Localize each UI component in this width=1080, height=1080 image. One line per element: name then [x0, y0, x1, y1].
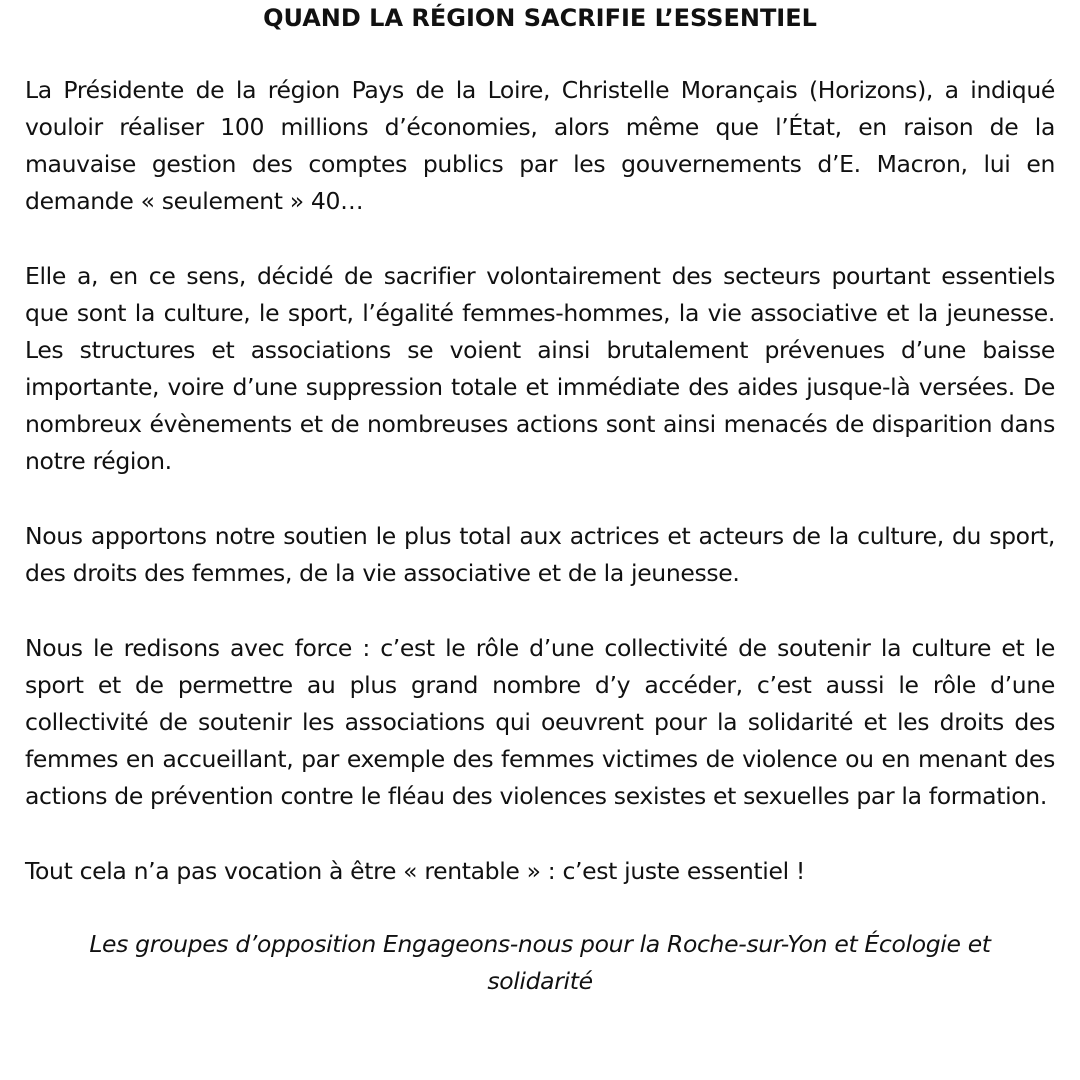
- signature: Les groupes d’opposition Engageons-nous pour la Roche-sur-Yon et Écologie et solidarité: [89, 930, 991, 995]
- document-page: [25, 0, 1055, 1000]
- paragraph-sacrificed-sectors: Elle a, en ce sens, décidé de sacrifier volontairement des secteurs pourtant essentiels que sont la culture, le sport, l’égalité femmes-hommes, la vie associative et la jeunesse. Les structures et associations se voient ainsi brutalement prévenues d’une baisse importante, voire d’une suppression totale et immédiate des aides jusque-là versées. De nombreux évènements et de nombreuses actions sont ainsi menacés de disparition dans notre région.: [25, 262, 1055, 475]
- document-title: QUAND LA RÉGION SACRIFIE L’ESSENTIEL: [263, 4, 817, 32]
- paragraph-support: Nous apportons notre soutien le plus total aux actrices et acteurs de la culture, du sport, des droits des femmes, de la vie associative et de la jeunesse.: [25, 522, 1055, 587]
- paragraph-budget-cuts: La Présidente de la région Pays de la Loire, Christelle Morançais (Horizons), a indiqué vouloir réaliser 100 millions d’économies, alors même que l’État, en raison de la mauvaise gestion des comptes publics par les gouvernements d’E. Macron, lui en demande « seulement » 40…: [25, 76, 1055, 215]
- paragraph-conclusion: Tout cela n’a pas vocation à être « rentable » : c’est juste essentiel !: [25, 857, 805, 885]
- paragraph-role-of-collectivity: Nous le redisons avec force : c’est le rôle d’une collectivité de soutenir la culture et le sport et de permettre au plus grand nombre d’y accéder, c’est aussi le rôle d’une collectivité de soutenir les associations qui oeuvrent pour la solidarité et les droits des femmes en accueillant, par exemple des femmes victimes de violence ou en menant des actions de prévention contre le fléau des violences sexistes et sexuelles par la formation.: [25, 634, 1055, 810]
